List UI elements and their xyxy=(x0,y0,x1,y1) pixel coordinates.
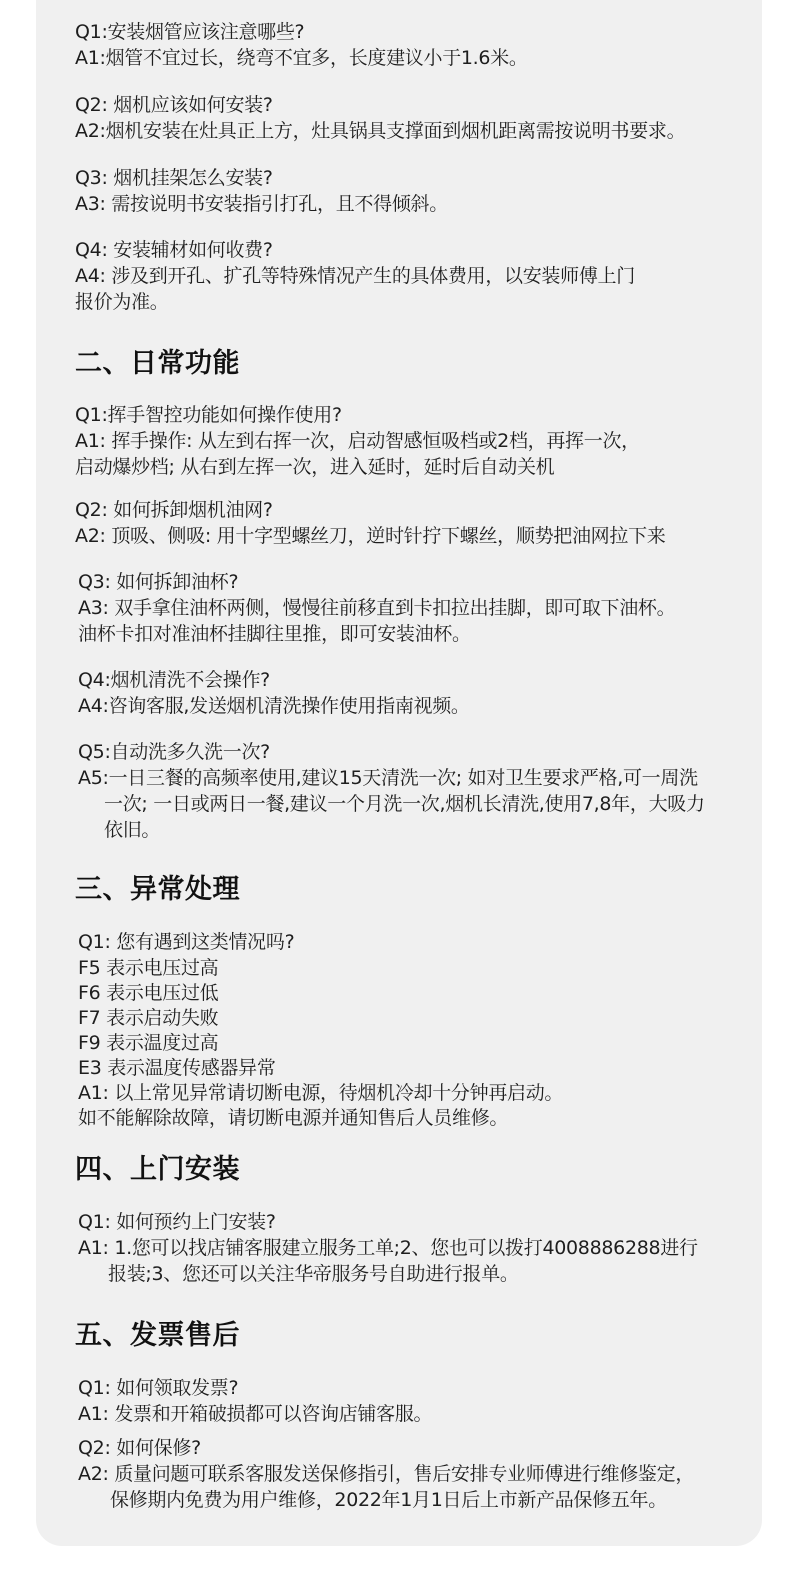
answer-line: A2:烟机安装在灶具正上方，灶具锅具支撑面到烟机距离需按说明书要求。 xyxy=(75,120,686,142)
question-line: Q3: 如何拆卸油杯? xyxy=(78,571,239,593)
question-line: Q1: 您有遇到这类情况吗? xyxy=(78,931,295,953)
answer-line: 依旧。 xyxy=(104,819,161,841)
answer-line: A2: 顶吸、侧吸: 用十字型螺丝刀，逆时针拧下螺丝，顺势把油网拉下来 xyxy=(75,525,666,547)
answer-line: A1: 1.您可以找店铺客服建立服务工单;2、您也可以拨打4008886288进行 xyxy=(78,1237,698,1259)
answer-line: A1:烟管不宜过长，绕弯不宜多，长度建议小于1.6米。 xyxy=(75,47,528,69)
answer-line: A3: 需按说明书安装指引打孔，且不得倾斜。 xyxy=(75,193,448,215)
answer-line: A3: 双手拿住油杯两侧，慢慢往前移直到卡扣拉出挂脚，即可取下油杯。 xyxy=(78,597,676,619)
section-heading-daily-functions: 二、日常功能 xyxy=(75,348,240,379)
question-line: Q4: 安装辅材如何收费? xyxy=(75,239,273,261)
section-heading-installation: 四、上门安装 xyxy=(75,1154,240,1185)
question-line: Q2: 如何拆卸烟机油网? xyxy=(75,499,273,521)
answer-line: A1: 发票和开箱破损都可以咨询店铺客服。 xyxy=(78,1403,433,1425)
answer-line: A1: 挥手操作: 从左到右挥一次，启动智感恒吸档或2档，再挥一次， xyxy=(75,430,640,452)
section-heading-invoice-after-sales: 五、发票售后 xyxy=(75,1320,240,1351)
error-code-line: F9 表示温度过高 xyxy=(78,1032,219,1054)
question-line: Q4:烟机清洗不会操作? xyxy=(78,669,270,691)
answer-line: 油杯卡扣对准油杯挂脚往里推，即可安装油杯。 xyxy=(78,623,471,645)
error-code-line: F5 表示电压过高 xyxy=(78,957,219,979)
question-line: Q1: 如何预约上门安装? xyxy=(78,1211,276,1233)
answer-line: 如不能解除故障，请切断电源并通知售后人员维修。 xyxy=(78,1107,509,1129)
question-line: Q1: 如何领取发票? xyxy=(78,1377,239,1399)
answer-line: A1: 以上常见异常请切断电源，待烟机冷却十分钟再启动。 xyxy=(78,1082,564,1104)
question-line: Q1:安装烟管应该注意哪些? xyxy=(75,21,305,43)
question-line: Q3: 烟机挂架怎么安装? xyxy=(75,167,273,189)
error-code-line: E3 表示温度传感器异常 xyxy=(78,1057,276,1079)
question-line: Q5:自动洗多久洗一次? xyxy=(78,741,270,763)
error-code-line: F6 表示电压过低 xyxy=(78,982,219,1004)
answer-line: 一次; 一日或两日一餐,建议一个月洗一次,烟机长清洗,使用7,8年，大吸力 xyxy=(104,793,705,815)
error-code-line: F7 表示启动失败 xyxy=(78,1007,219,1029)
answer-line: A5:一日三餐的高频率使用,建议15天清洗一次; 如对卫生要求严格,可一周洗 xyxy=(78,767,698,789)
section-heading-exceptions: 三、异常处理 xyxy=(75,874,240,905)
answer-line: A2: 质量问题可联系客服发送保修指引，售后安排专业师傅进行维修鉴定， xyxy=(78,1463,695,1485)
answer-line: 报价为准。 xyxy=(75,291,169,313)
question-line: Q2: 如何保修? xyxy=(78,1437,201,1459)
answer-line: A4: 涉及到开孔、扩孔等特殊情况产生的具体费用，以安装师傅上门 xyxy=(75,265,635,287)
answer-line: A4:咨询客服,发送烟机清洗操作使用指南视频。 xyxy=(78,695,470,717)
question-line: Q2: 烟机应该如何安装? xyxy=(75,94,273,116)
answer-line: 保修期内免费为用户维修，2022年1月1日后上市新产品保修五年。 xyxy=(110,1489,667,1511)
question-line: Q1:挥手智控功能如何操作使用? xyxy=(75,404,342,426)
answer-line: 启动爆炒档; 从右到左挥一次，进入延时，延时后自动关机 xyxy=(75,456,555,478)
answer-line: 报装;3、您还可以关注华帝服务号自助进行报单。 xyxy=(108,1263,519,1285)
